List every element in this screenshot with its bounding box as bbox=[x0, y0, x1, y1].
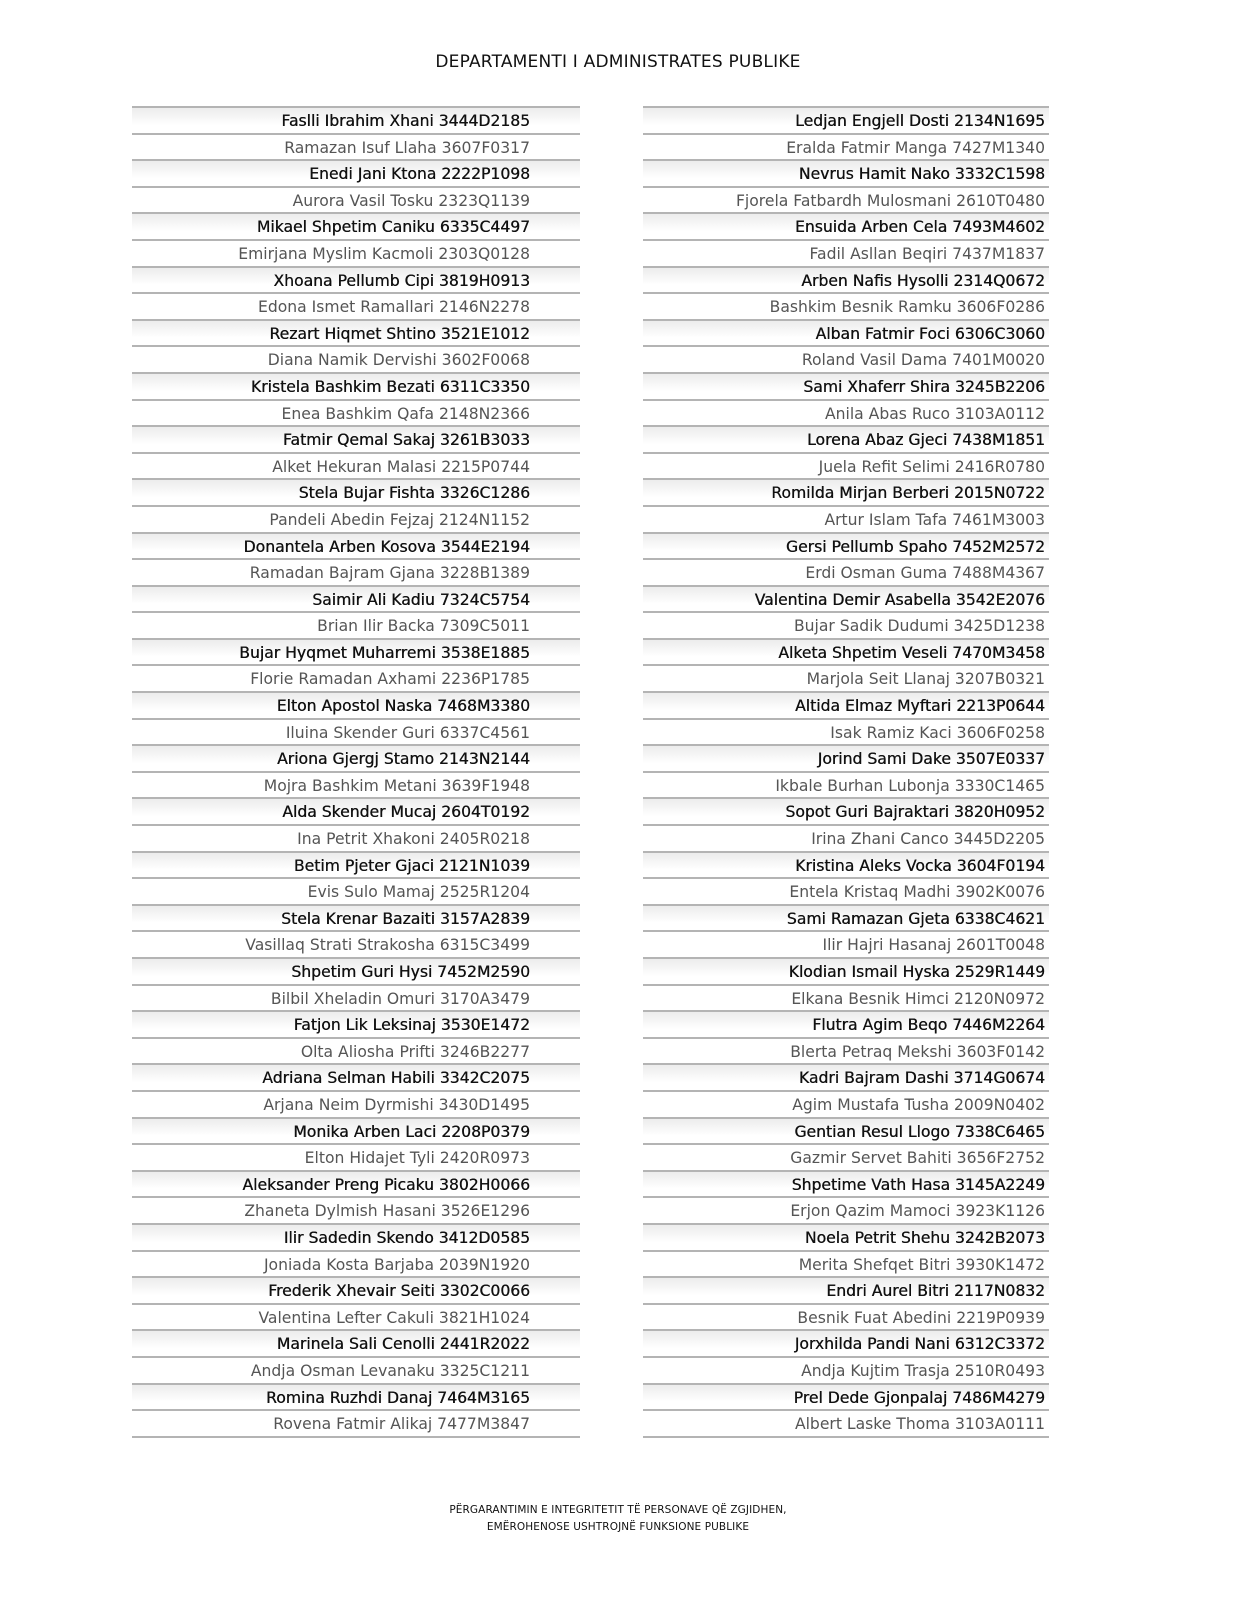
list-item: Shpetim Guri Hysi 7452M2590 bbox=[132, 957, 580, 984]
list-item: Merita Shefqet Bitri 3930K1472 bbox=[643, 1250, 1049, 1277]
list-item: Noela Petrit Shehu 3242B2073 bbox=[643, 1223, 1049, 1250]
list-item: Ilir Sadedin Skendo 3412D0585 bbox=[132, 1223, 580, 1250]
list-item: Betim Pjeter Gjaci 2121N1039 bbox=[132, 851, 580, 878]
list-item: Kristela Bashkim Bezati 6311C3350 bbox=[132, 372, 580, 399]
list-item: Jorxhilda Pandi Nani 6312C3372 bbox=[643, 1329, 1049, 1356]
list-item: Artur Islam Tafa 7461M3003 bbox=[643, 505, 1049, 532]
list-item: Elkana Besnik Himci 2120N0972 bbox=[643, 984, 1049, 1011]
list-item: Flutra Agim Beqo 7446M2264 bbox=[643, 1010, 1049, 1037]
list-item: Iluina Skender Guri 6337C4561 bbox=[132, 718, 580, 745]
list-item: Jorind Sami Dake 3507E0337 bbox=[643, 744, 1049, 771]
list-item: Andja Kujtim Trasja 2510R0493 bbox=[643, 1356, 1049, 1383]
list-item: Fadil Asllan Beqiri 7437M1837 bbox=[643, 239, 1049, 266]
list-item: Mikael Shpetim Caniku 6335C4497 bbox=[132, 212, 580, 239]
footer bbox=[0, 1502, 1236, 1536]
list-item: Edona Ismet Ramallari 2146N2278 bbox=[132, 292, 580, 319]
list-item: Elton Apostol Naska 7468M3380 bbox=[132, 691, 580, 718]
list-item: Kadri Bajram Dashi 3714G0674 bbox=[643, 1063, 1049, 1090]
list-item: Alket Hekuran Malasi 2215P0744 bbox=[132, 452, 580, 479]
list-item: Nevrus Hamit Nako 3332C1598 bbox=[643, 159, 1049, 186]
list-item: Albert Laske Thoma 3103A0111 bbox=[643, 1409, 1049, 1436]
list-item: Romina Ruzhdi Danaj 7464M3165 bbox=[132, 1383, 580, 1410]
list-item: Rovena Fatmir Alikaj 7477M3847 bbox=[132, 1409, 580, 1436]
list-item: Blerta Petraq Mekshi 3603F0142 bbox=[643, 1037, 1049, 1064]
list-item: Juela Refit Selimi 2416R0780 bbox=[643, 452, 1049, 479]
list-item: Gersi Pellumb Spaho 7452M2572 bbox=[643, 532, 1049, 559]
list-item: Altida Elmaz Myftari 2213P0644 bbox=[643, 691, 1049, 718]
list-item: Bilbil Xheladin Omuri 3170A3479 bbox=[132, 984, 580, 1011]
list-item: Monika Arben Laci 2208P0379 bbox=[132, 1117, 580, 1144]
list-item: Aurora Vasil Tosku 2323Q1139 bbox=[132, 186, 580, 213]
list-item: Alketa Shpetim Veseli 7470M3458 bbox=[643, 638, 1049, 665]
list-item: Fatmir Qemal Sakaj 3261B3033 bbox=[132, 425, 580, 452]
list-item: Prel Dede Gjonpalaj 7486M4279 bbox=[643, 1383, 1049, 1410]
list-item: Sopot Guri Bajraktari 3820H0952 bbox=[643, 797, 1049, 824]
list-item: Marjola Seit Llanaj 3207B0321 bbox=[643, 664, 1049, 691]
list-item: Saimir Ali Kadiu 7324C5754 bbox=[132, 585, 580, 612]
list-item: Evis Sulo Mamaj 2525R1204 bbox=[132, 877, 580, 904]
list-item: Rezart Hiqmet Shtino 3521E1012 bbox=[132, 319, 580, 346]
list-item: Marinela Sali Cenolli 2441R2022 bbox=[132, 1329, 580, 1356]
list-bottom-rule bbox=[132, 1436, 580, 1438]
list-item: Ramadan Bajram Gjana 3228B1389 bbox=[132, 558, 580, 585]
list-item: Florie Ramadan Axhami 2236P1785 bbox=[132, 664, 580, 691]
list-item: Besnik Fuat Abedini 2219P0939 bbox=[643, 1303, 1049, 1330]
list-item: Ledjan Engjell Dosti 2134N1695 bbox=[643, 106, 1049, 133]
list-item: Ariona Gjergj Stamo 2143N2144 bbox=[132, 744, 580, 771]
list-item: Entela Kristaq Madhi 3902K0076 bbox=[643, 877, 1049, 904]
list-item: Zhaneta Dylmish Hasani 3526E1296 bbox=[132, 1196, 580, 1223]
list-item: Vasillaq Strati Strakosha 6315C3499 bbox=[132, 930, 580, 957]
list-item: Bashkim Besnik Ramku 3606F0286 bbox=[643, 292, 1049, 319]
list-item: Joniada Kosta Barjaba 2039N1920 bbox=[132, 1250, 580, 1277]
list-item: Romilda Mirjan Berberi 2015N0722 bbox=[643, 478, 1049, 505]
list-item: Erdi Osman Guma 7488M4367 bbox=[643, 558, 1049, 585]
list-item: Valentina Lefter Cakuli 3821H1024 bbox=[132, 1303, 580, 1330]
list-item: Ramazan Isuf Llaha 3607F0317 bbox=[132, 133, 580, 160]
list-item: Gentian Resul Llogo 7338C6465 bbox=[643, 1117, 1049, 1144]
list-item: Stela Krenar Bazaiti 3157A2839 bbox=[132, 904, 580, 931]
footer-line-1: PËRGARANTIMIN E INTEGRITETIT TË PERSONAVE QË ZGJIDHEN, bbox=[449, 1504, 787, 1516]
list-item: Ensuida Arben Cela 7493M4602 bbox=[643, 212, 1049, 239]
list-item: Donantela Arben Kosova 3544E2194 bbox=[132, 532, 580, 559]
list-item: Sami Xhaferr Shira 3245B2206 bbox=[643, 372, 1049, 399]
footer-line-2: EMËROHENOSE USHTROJNË FUNKSIONE PUBLIKE bbox=[486, 1521, 750, 1533]
list-item: Eralda Fatmir Manga 7427M1340 bbox=[643, 133, 1049, 160]
list-item: Irina Zhani Canco 3445D2205 bbox=[643, 824, 1049, 851]
list-item: Diana Namik Dervishi 3602F0068 bbox=[132, 345, 580, 372]
list-item: Emirjana Myslim Kacmoli 2303Q0128 bbox=[132, 239, 580, 266]
list-item: Lorena Abaz Gjeci 7438M1851 bbox=[643, 425, 1049, 452]
right-name-list bbox=[643, 106, 1049, 1438]
list-item: Fatjon Lik Leksinaj 3530E1472 bbox=[132, 1010, 580, 1037]
list-item: Bujar Sadik Dudumi 3425D1238 bbox=[643, 611, 1049, 638]
list-item: Arben Nafis Hysolli 2314Q0672 bbox=[643, 266, 1049, 293]
list-item: Brian Ilir Backa 7309C5011 bbox=[132, 611, 580, 638]
list-item: Gazmir Servet Bahiti 3656F2752 bbox=[643, 1143, 1049, 1170]
list-item: Mojra Bashkim Metani 3639F1948 bbox=[132, 771, 580, 798]
list-item: Arjana Neim Dyrmishi 3430D1495 bbox=[132, 1090, 580, 1117]
list-item: Fjorela Fatbardh Mulosmani 2610T0480 bbox=[643, 186, 1049, 213]
list-item: Kristina Aleks Vocka 3604F0194 bbox=[643, 851, 1049, 878]
list-item: Elton Hidajet Tyli 2420R0973 bbox=[132, 1143, 580, 1170]
list-item: Agim Mustafa Tusha 2009N0402 bbox=[643, 1090, 1049, 1117]
list-item: Roland Vasil Dama 7401M0020 bbox=[643, 345, 1049, 372]
list-item: Xhoana Pellumb Cipi 3819H0913 bbox=[132, 266, 580, 293]
list-item: Frederik Xhevair Seiti 3302C0066 bbox=[132, 1276, 580, 1303]
list-item: Enedi Jani Ktona 2222P1098 bbox=[132, 159, 580, 186]
list-item: Andja Osman Levanaku 3325C1211 bbox=[132, 1356, 580, 1383]
list-item: Aleksander Preng Picaku 3802H0066 bbox=[132, 1170, 580, 1197]
list-item: Alban Fatmir Foci 6306C3060 bbox=[643, 319, 1049, 346]
list-item: Pandeli Abedin Fejzaj 2124N1152 bbox=[132, 505, 580, 532]
list-item: Shpetime Vath Hasa 3145A2249 bbox=[643, 1170, 1049, 1197]
list-item: Sami Ramazan Gjeta 6338C4621 bbox=[643, 904, 1049, 931]
list-item: Anila Abas Ruco 3103A0112 bbox=[643, 399, 1049, 426]
list-item: Faslli Ibrahim Xhani 3444D2185 bbox=[132, 106, 580, 133]
list-item: Valentina Demir Asabella 3542E2076 bbox=[643, 585, 1049, 612]
list-bottom-rule bbox=[643, 1436, 1049, 1438]
list-item: Stela Bujar Fishta 3326C1286 bbox=[132, 478, 580, 505]
list-item: Olta Aliosha Prifti 3246B2277 bbox=[132, 1037, 580, 1064]
list-item: Enea Bashkim Qafa 2148N2366 bbox=[132, 399, 580, 426]
list-item: Alda Skender Mucaj 2604T0192 bbox=[132, 797, 580, 824]
list-item: Ilir Hajri Hasanaj 2601T0048 bbox=[643, 930, 1049, 957]
list-item: Bujar Hyqmet Muharremi 3538E1885 bbox=[132, 638, 580, 665]
list-item: Ikbale Burhan Lubonja 3330C1465 bbox=[643, 771, 1049, 798]
list-item: Ina Petrit Xhakoni 2405R0218 bbox=[132, 824, 580, 851]
list-item: Adriana Selman Habili 3342C2075 bbox=[132, 1063, 580, 1090]
list-item: Endri Aurel Bitri 2117N0832 bbox=[643, 1276, 1049, 1303]
list-item: Klodian Ismail Hyska 2529R1449 bbox=[643, 957, 1049, 984]
left-name-list bbox=[132, 106, 580, 1438]
list-item: Erjon Qazim Mamoci 3923K1126 bbox=[643, 1196, 1049, 1223]
page-title: DEPARTAMENTI I ADMINISTRATES PUBLIKE bbox=[435, 52, 801, 72]
list-item: Isak Ramiz Kaci 3606F0258 bbox=[643, 718, 1049, 745]
